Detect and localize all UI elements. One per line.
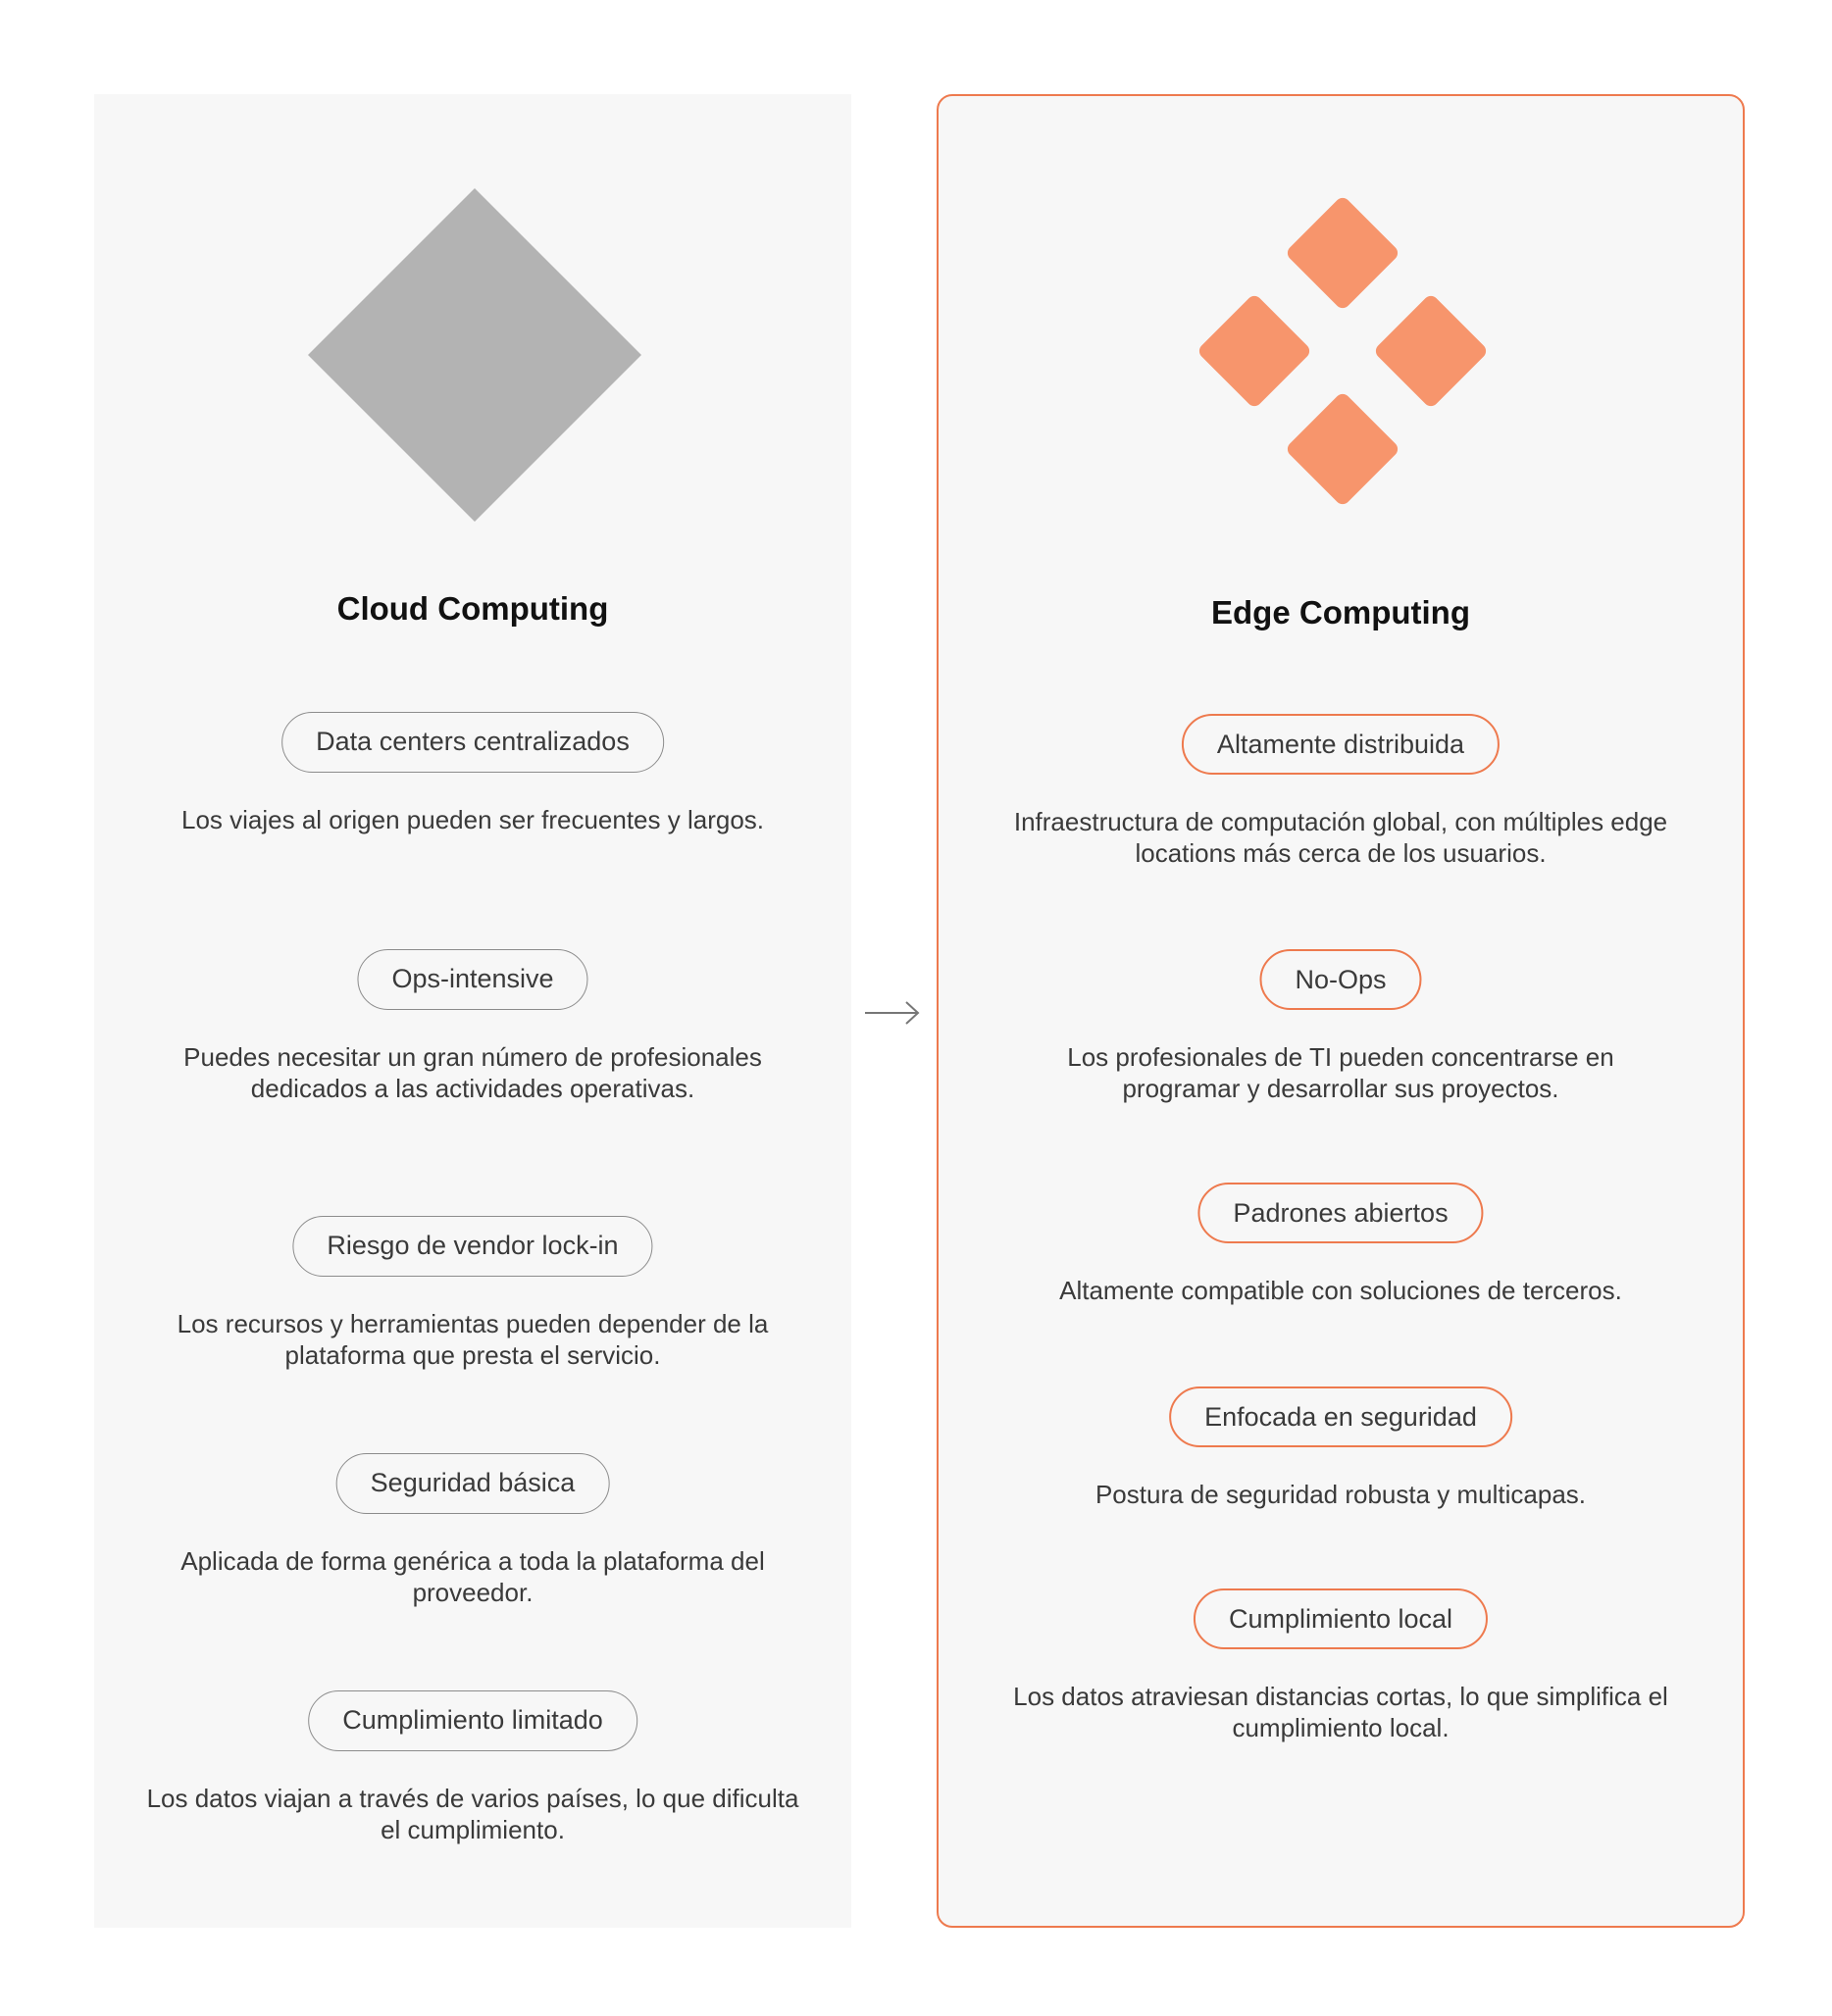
- pill-no-ops: No-Ops: [1259, 949, 1421, 1010]
- pill-cumplimiento-limitado: Cumplimiento limitado: [308, 1690, 637, 1751]
- edge-diamonds-icon: [1181, 189, 1504, 513]
- pill-cumplimiento-local: Cumplimiento local: [1194, 1588, 1488, 1649]
- desc-no-ops: Los profesionales de TI pueden concentrarse en programar y desarrollar sus proyectos.: [1067, 1042, 1614, 1103]
- edge-computing-title: Edge Computing: [1211, 594, 1470, 630]
- desc-data-centers: Los viajes al origen pueden ser frecuentes y largos.: [180, 805, 764, 834]
- pill-ops-intensive: Ops-intensive: [357, 949, 587, 1010]
- desc-cumplimiento-local: Los datos atraviesan distancias cortas, lo que simplifica el cumplimiento local.: [1013, 1682, 1668, 1742]
- desc-enfocada-seguridad: Postura de seguridad robusta y multicapas.: [1094, 1480, 1587, 1509]
- cloud-diamond-icon: [308, 188, 641, 522]
- cloud-computing-panel: [94, 94, 851, 1928]
- pill-enfocada-seguridad: Enfocada en seguridad: [1169, 1386, 1512, 1447]
- desc-padrones-abiertos: Altamente compatible con soluciones de terceros.: [1059, 1276, 1622, 1305]
- pill-vendor-lock-in: Riesgo de vendor lock-in: [292, 1216, 652, 1277]
- desc-altamente-distribuida: Infraestructura de computación global, con múltiples edge locations más cerca de los usuarios.: [1013, 807, 1668, 868]
- edge-computing-panel: [937, 94, 1745, 1928]
- arrow-right-icon: [863, 998, 922, 1028]
- pill-padrones-abiertos: Padrones abiertos: [1197, 1183, 1483, 1243]
- pill-data-centers: Data centers centralizados: [281, 712, 664, 773]
- desc-seguridad-basica: Aplicada de forma genérica a toda la plataforma del proveedor.: [180, 1546, 765, 1607]
- desc-ops-intensive: Puedes necesitar un gran número de profesionales dedicados a las actividades operativas.: [183, 1042, 762, 1103]
- desc-cumplimiento-limitado: Los datos viajan a través de varios países, lo que dificulta el cumplimiento.: [146, 1784, 799, 1844]
- pill-seguridad-basica: Seguridad básica: [336, 1453, 610, 1514]
- pill-altamente-distribuida: Altamente distribuida: [1182, 714, 1500, 775]
- desc-vendor-lock-in: Los recursos y herramientas pueden depender de la plataforma que presta el servicio.: [177, 1309, 769, 1370]
- cloud-computing-title: Cloud Computing: [336, 590, 609, 627]
